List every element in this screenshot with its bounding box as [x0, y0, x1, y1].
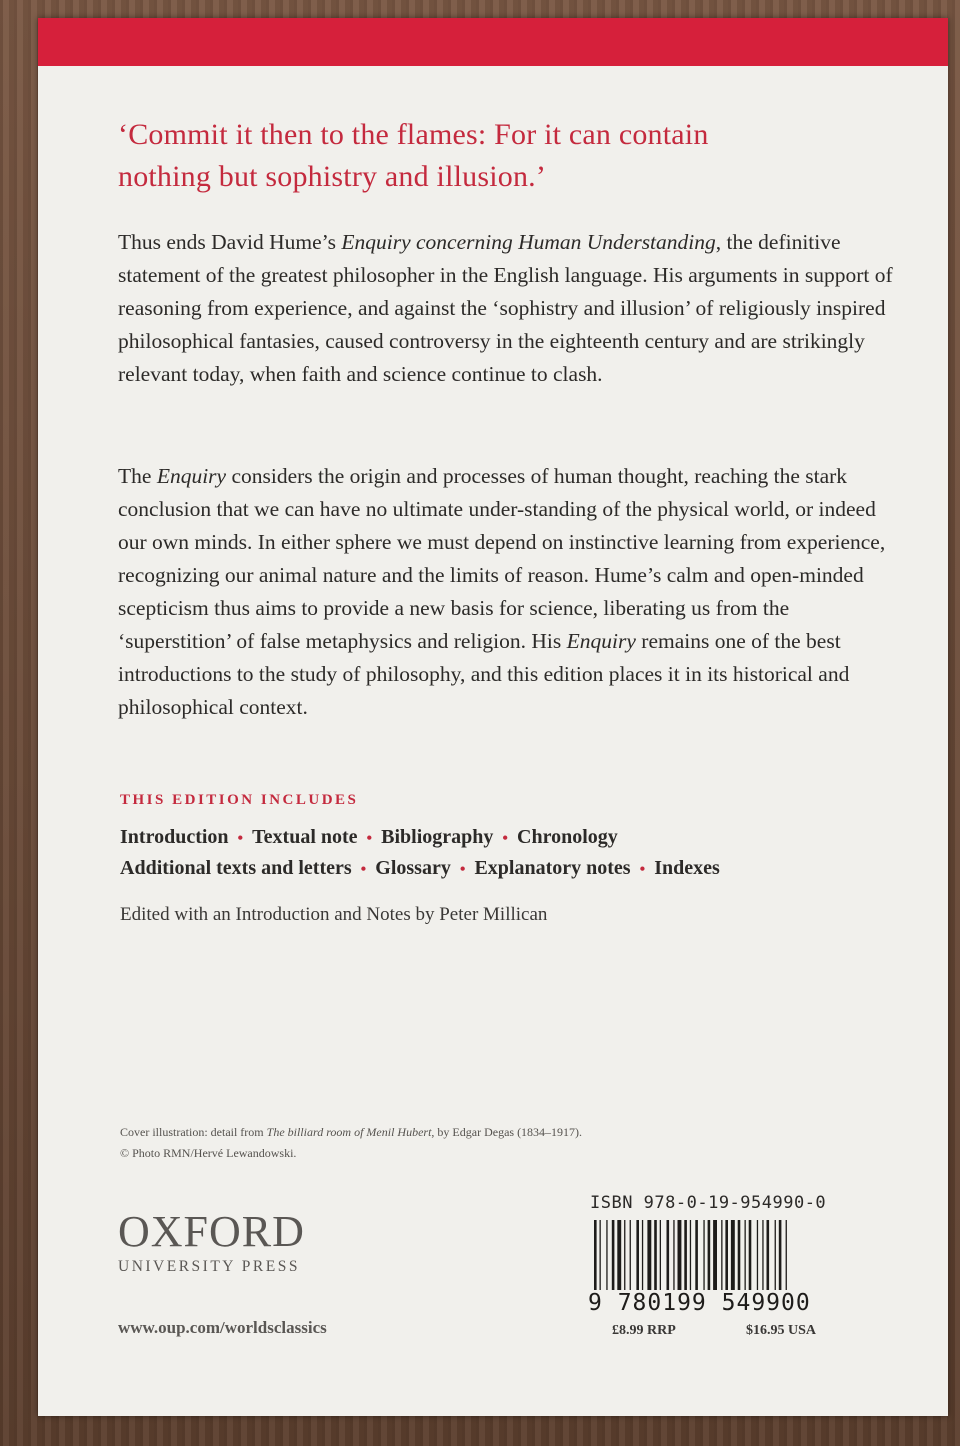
includes-line-2: [120, 857, 720, 880]
barcode-bar: [647, 1220, 651, 1290]
includes-line-1: [120, 826, 618, 849]
p2-text-post: remains one of the best introductions to the study of philosophy, and this edition places it in its historical and philosophical context.: [118, 629, 850, 719]
bullet-icon: •: [502, 830, 509, 847]
bullet-icon: •: [366, 830, 373, 847]
oxford-logo-subtitle: UNIVERSITY PRESS: [118, 1258, 300, 1275]
includes-heading: THIS EDITION INCLUDES: [120, 792, 359, 808]
barcode-bar: [636, 1220, 639, 1290]
p1-text-pre: Thus ends David Hume’s: [118, 230, 342, 254]
price-usd: $16.95 USA: [746, 1323, 817, 1338]
barcode-bar: [660, 1220, 661, 1290]
cover-credit-pre: Cover illustration: detail from: [120, 1125, 267, 1139]
barcode-bar: [690, 1220, 691, 1290]
description-paragraph-1: [118, 226, 898, 391]
barcode-bar: [673, 1220, 674, 1290]
barcode-bar: [713, 1220, 717, 1290]
barcode-bar: [721, 1220, 722, 1290]
book-back-cover: [38, 18, 948, 1416]
barcode-bar: [738, 1220, 741, 1290]
p2-italic-1: Enquiry: [156, 464, 227, 488]
barcode-bar: [708, 1220, 711, 1290]
p2-text-mid: considers the origin and processes of human thought, reaching the stark conclusion that we can have no ultimate under-standing of the physical world, or indeed our own minds. In either sphere we must depend on instinctive learning from experience, recognizing our animal nature and the limits of reason. Hume’s calm and open-minded scepticism thus aims to provide a new basis for science, liberating us from the ‘superstition’ of false metaphysics and religion. His: [118, 464, 886, 653]
barcode-bar: [594, 1220, 597, 1290]
red-top-band: [38, 18, 948, 66]
barcode-bar: [745, 1220, 746, 1290]
include-item: Introduction: [120, 826, 229, 848]
p1-text-post: , the definitive statement of the greatest philosopher in the English language. His arguments in support of reasoning from experience, and against the ‘sophistry and illusion’ of religiously inspired philosophical fantasies, caused controversy in the eighteenth century and are strikingly relevant today, when faith and science continue to clash.: [118, 230, 893, 386]
p1-book-title: Enquiry concerning Human Understanding: [341, 230, 716, 254]
barcode-bar: [654, 1220, 657, 1290]
description-paragraph-2: [118, 460, 898, 724]
barcode-bar: [617, 1220, 621, 1290]
publisher-url: www.oup.com/worldsclassics: [118, 1318, 327, 1337]
include-item: Textual note: [252, 826, 358, 848]
quote-line-1: ‘Commit it then to the flames: For it can contain: [118, 118, 709, 151]
bullet-icon: •: [459, 861, 466, 878]
oxford-logo: OXFORD: [118, 1207, 305, 1256]
barcode-bar: [786, 1220, 787, 1290]
barcode-bar: [624, 1220, 625, 1290]
cover-illustration-credit: [120, 1122, 740, 1164]
barcode-bar: [749, 1220, 752, 1290]
price-gbp: £8.99 RRP: [612, 1323, 676, 1338]
bullet-icon: •: [237, 830, 244, 847]
include-item: Indexes: [654, 857, 720, 879]
barcode-bar: [762, 1220, 763, 1290]
cover-credit-line-2: © Photo RMN/Hervé Lewandowski.: [120, 1146, 297, 1160]
cover-credit-artwork-title: The billiard room of Menil Hubert: [266, 1125, 432, 1139]
isbn-label: ISBN 978-0-19-954990-0: [590, 1193, 827, 1213]
include-item: Additional texts and letters: [120, 857, 352, 879]
include-item: Chronology: [517, 826, 618, 848]
p2-text-pre: The: [118, 464, 157, 488]
barcode-bar: [731, 1220, 735, 1290]
cover-credit-line-1: [120, 1122, 740, 1143]
barcode-bar: [757, 1220, 758, 1290]
barcode-bar: [779, 1220, 782, 1290]
include-item: Explanatory notes: [474, 857, 631, 879]
barcode-bar: [767, 1220, 770, 1290]
barcode-bar: [606, 1220, 607, 1290]
barcode-bar: [703, 1220, 704, 1290]
bullet-icon: •: [639, 861, 646, 878]
barcode-bar: [630, 1220, 631, 1290]
editor-credit: Edited with an Introduction and Notes by Peter Millican: [120, 904, 548, 925]
bullet-icon: •: [360, 861, 367, 878]
barcode-bar: [678, 1220, 682, 1290]
barcode-bar: [725, 1220, 728, 1290]
barcode-bar: [600, 1220, 601, 1290]
barcode-bar: [695, 1220, 698, 1290]
p2-italic-2: Enquiry: [566, 629, 636, 653]
include-item: Glossary: [375, 857, 451, 879]
barcode-bar: [612, 1220, 615, 1290]
barcode-bar: [667, 1220, 670, 1290]
barcode-bar: [775, 1220, 776, 1290]
barcode-bar: [642, 1220, 643, 1290]
pull-quote: [118, 114, 878, 198]
barcode-digits: 9 780199 549900: [588, 1290, 811, 1316]
include-item: Bibliography: [381, 826, 494, 848]
cover-credit-post: , by Edgar Degas (1834–1917).: [431, 1125, 583, 1139]
quote-line-2: nothing but sophistry and illusion.’: [118, 160, 547, 193]
barcode-bar: [684, 1220, 687, 1290]
